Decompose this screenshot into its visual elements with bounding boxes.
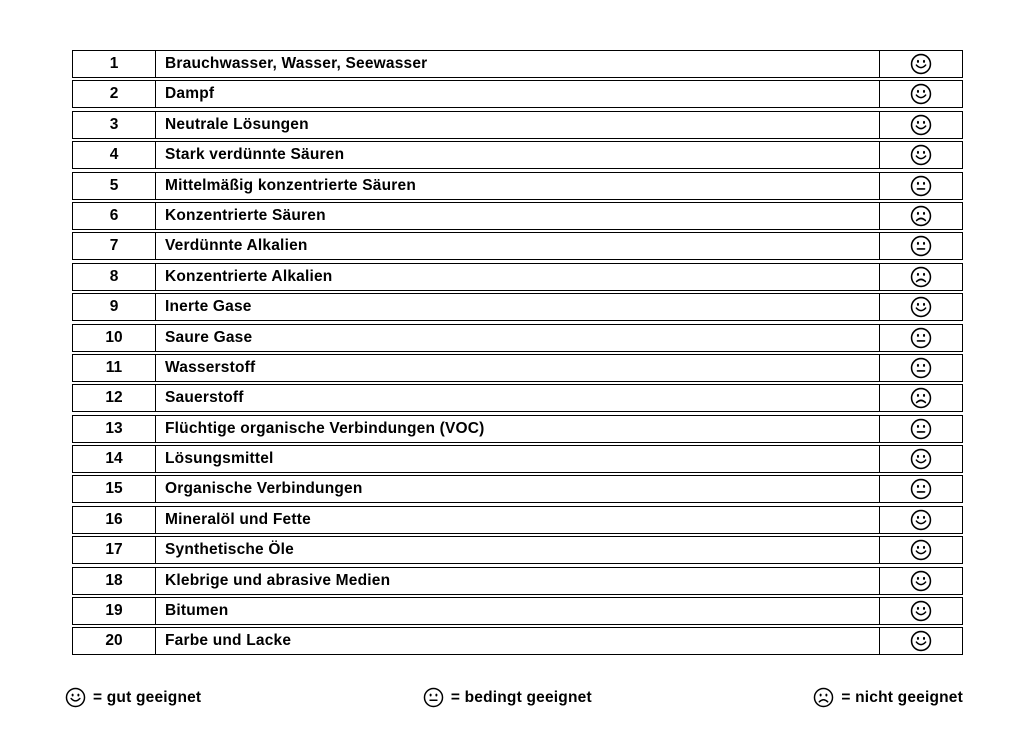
row-rating-cell xyxy=(879,264,962,290)
row-rating-cell xyxy=(879,51,962,77)
table-row xyxy=(72,536,963,564)
row-label: Inerte Gase xyxy=(155,294,879,320)
row-label: Mittelmäßig konzentrierte Säuren xyxy=(155,173,879,199)
smiley-neutral-icon xyxy=(910,357,932,379)
row-rating-cell xyxy=(879,385,962,411)
row-label: Neutrale Lösungen xyxy=(155,112,879,138)
row-label: Lösungsmittel xyxy=(155,446,879,472)
row-number: 16 xyxy=(105,510,123,528)
row-rating-cell xyxy=(879,476,962,502)
row-label: Sauerstoff xyxy=(155,385,879,411)
table-row xyxy=(72,50,963,78)
smiley-neutral-icon xyxy=(910,235,932,257)
legend-item-neutral xyxy=(423,687,592,708)
row-number: 10 xyxy=(105,328,123,346)
smiley-good-icon xyxy=(910,296,932,318)
row-rating-cell xyxy=(879,416,962,442)
row-rating-cell xyxy=(879,598,962,624)
table-row xyxy=(72,141,963,169)
smiley-good-icon xyxy=(65,687,86,708)
row-number: 4 xyxy=(109,146,119,164)
row-number: 12 xyxy=(105,389,123,407)
row-label: Klebrige und abrasive Medien xyxy=(155,568,879,594)
row-label: Verdünnte Alkalien xyxy=(155,233,879,259)
smiley-good-icon xyxy=(910,570,932,592)
legend-item-bad xyxy=(813,687,963,708)
row-number: 14 xyxy=(105,450,123,468)
row-number: 17 xyxy=(105,541,123,559)
row-rating-cell xyxy=(879,203,962,229)
legend-item-label: = nicht geeignet xyxy=(841,688,963,706)
row-number: 19 xyxy=(105,602,123,620)
legend-item-label: = bedingt geeignet xyxy=(450,688,592,706)
smiley-good-icon xyxy=(910,630,932,652)
row-number: 3 xyxy=(109,115,119,133)
smiley-good-icon xyxy=(910,83,932,105)
row-number: 5 xyxy=(109,176,119,194)
smiley-bad-icon xyxy=(910,387,932,409)
table-row xyxy=(72,597,963,625)
smiley-good-icon xyxy=(910,53,932,75)
row-rating-cell xyxy=(879,112,962,138)
legend-item-label: = gut geeignet xyxy=(93,688,202,706)
row-number: 8 xyxy=(109,267,119,285)
row-rating-cell xyxy=(879,537,962,563)
smiley-neutral-icon xyxy=(910,327,932,349)
row-number: 7 xyxy=(109,237,119,255)
row-label: Stark verdünnte Säuren xyxy=(155,142,879,168)
row-number: 15 xyxy=(105,480,123,498)
row-label: Saure Gase xyxy=(155,325,879,351)
smiley-bad-icon xyxy=(813,687,834,708)
row-label: Mineralöl und Fette xyxy=(155,507,879,533)
row-rating-cell xyxy=(879,355,962,381)
smiley-neutral-icon xyxy=(423,687,444,708)
smiley-bad-icon xyxy=(910,205,932,227)
row-rating-cell xyxy=(879,233,962,259)
smiley-good-icon xyxy=(910,144,932,166)
smiley-bad-icon xyxy=(910,266,932,288)
smiley-good-icon xyxy=(910,600,932,622)
row-label: Wasserstoff xyxy=(155,355,879,381)
row-number: 18 xyxy=(105,571,123,589)
table-row xyxy=(72,627,963,655)
row-rating-cell xyxy=(879,294,962,320)
row-number: 9 xyxy=(109,298,119,316)
row-label: Farbe und Lacke xyxy=(155,628,879,654)
table-row xyxy=(72,415,963,443)
table-row xyxy=(72,232,963,260)
row-rating-cell xyxy=(879,628,962,654)
smiley-neutral-icon xyxy=(910,418,932,440)
smiley-good-icon xyxy=(910,448,932,470)
table-row xyxy=(72,172,963,200)
row-number: 1 xyxy=(109,55,119,72)
smiley-neutral-icon xyxy=(910,478,932,500)
table-row xyxy=(72,324,963,352)
row-label: Brauchwasser, Wasser, Seewasser xyxy=(155,51,879,77)
smiley-good-icon xyxy=(910,539,932,561)
row-rating-cell xyxy=(879,568,962,594)
row-rating-cell xyxy=(879,446,962,472)
table-row xyxy=(72,354,963,382)
table-row xyxy=(72,567,963,595)
table-row xyxy=(72,384,963,412)
row-rating-cell xyxy=(879,81,962,107)
legend-item-good xyxy=(65,687,201,708)
row-rating-cell xyxy=(879,507,962,533)
table-row xyxy=(72,445,963,473)
row-label: Organische Verbindungen xyxy=(155,476,879,502)
row-number: 13 xyxy=(105,419,123,437)
table-row xyxy=(72,475,963,503)
row-label: Konzentrierte Alkalien xyxy=(155,264,879,290)
row-label: Dampf xyxy=(155,81,879,107)
smiley-good-icon xyxy=(910,509,932,531)
smiley-good-icon xyxy=(910,114,932,136)
row-number: 2 xyxy=(109,85,119,103)
row-rating-cell xyxy=(879,325,962,351)
table-row xyxy=(72,293,963,321)
row-label: Flüchtige organische Verbindungen (VOC) xyxy=(155,416,879,442)
row-rating-cell xyxy=(879,142,962,168)
suitability-table xyxy=(72,50,963,655)
row-rating-cell xyxy=(879,173,962,199)
row-number: 11 xyxy=(105,358,123,376)
row-label: Synthetische Öle xyxy=(155,537,879,563)
row-label: Bitumen xyxy=(155,598,879,624)
table-row xyxy=(72,506,963,534)
row-number: 20 xyxy=(105,632,123,650)
table-row xyxy=(72,111,963,139)
row-number: 6 xyxy=(109,206,119,224)
table-row xyxy=(72,263,963,291)
table-row xyxy=(72,80,963,108)
legend xyxy=(65,687,963,708)
smiley-neutral-icon xyxy=(910,175,932,197)
table-row xyxy=(72,202,963,230)
row-label: Konzentrierte Säuren xyxy=(155,203,879,229)
